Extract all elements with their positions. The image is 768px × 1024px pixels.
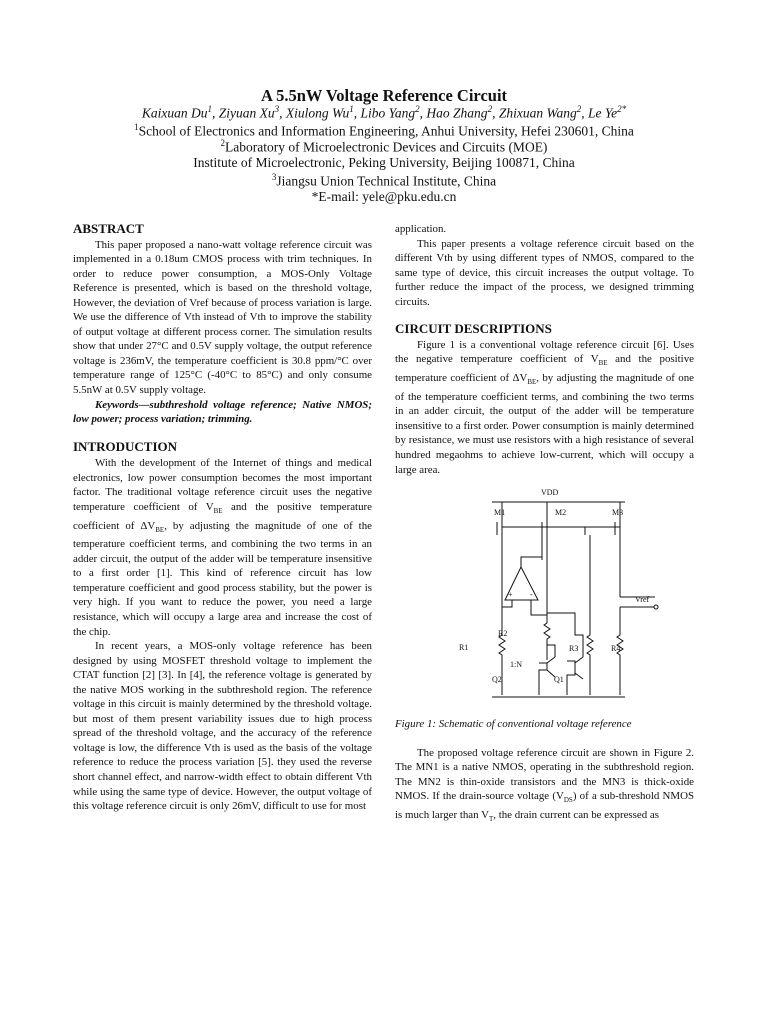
author-affiliation-mark: 1 (349, 104, 354, 114)
affiliation-mark: 1 (134, 122, 139, 132)
vref-label: Vref (635, 595, 650, 604)
vref-node (654, 605, 658, 609)
circuit-p1-sub1: BE (598, 359, 608, 368)
intro-paragraph-1 (73, 456, 372, 639)
q2-transistor (547, 657, 555, 677)
abstract-heading: ABSTRACT (73, 221, 144, 236)
r1-label: R1 (459, 643, 469, 652)
keywords (73, 398, 372, 427)
author-name: Hao Zhang (426, 105, 488, 121)
circuit-paragraph-2 (395, 746, 694, 827)
r3-label: R3 (569, 644, 579, 653)
circuit-p2-b: ) of a sub-threshold NMOS is much larger than V (395, 790, 694, 821)
intro-p1-sub2: BE (155, 525, 165, 534)
affiliation-text: Jiangsu Union Technical Institute, China (276, 173, 497, 189)
affiliation-text: Institute of Microelectronic, Peking University, Beijing 100871, China (193, 155, 575, 170)
intro-p1-b: and the positive temperature coefficient of ΔV (73, 500, 372, 532)
author-name: Libo Yang (360, 105, 416, 121)
q2-label: Q2 (492, 675, 502, 684)
intro-paragraph-3: This paper presents a voltage reference circuit based on the different Vth by using different types of NMOS, compared to the same type of device, this circuit increases the output voltage. To further reduce the impact of the process, we designed trimming circuits. (395, 237, 694, 308)
r2-label: R2 (498, 629, 508, 638)
circuit-p2-sub2: T (488, 815, 494, 824)
m3-label: M3 (612, 508, 624, 517)
q1-label: Q1 (554, 675, 564, 684)
author-name: Zhixuan Wang (498, 105, 577, 121)
vdd-label: VDD (541, 488, 559, 497)
m1-label: M1 (494, 508, 506, 517)
affiliation-line (0, 189, 768, 205)
opamp-plus: + (508, 590, 513, 599)
figure-1-caption: Figure 1: Schematic of conventional voltage reference (395, 718, 632, 731)
intro-p1-sub1: BE (213, 507, 223, 516)
author-name: Le Ye (587, 105, 618, 121)
circuit-paragraph-1 (395, 338, 694, 477)
author-affiliation-mark: 2 (487, 104, 493, 114)
affiliation-line (0, 155, 768, 171)
intro-paragraph-2-continued: application. (395, 223, 447, 235)
affiliation-line (0, 122, 768, 140)
affiliation-mark: 3 (271, 172, 277, 182)
ratio-label: 1:N (510, 660, 522, 669)
r4-label: R4 (611, 644, 621, 653)
m2-label: M2 (555, 508, 567, 517)
affiliation-mark: 2 (220, 138, 226, 148)
author-name: Xiulong Wu (285, 105, 350, 121)
r3-resistor (587, 535, 593, 695)
q1-transistor (575, 657, 583, 679)
affiliation-text: *E-mail: yele@pku.edu.cn (311, 189, 457, 204)
author-affiliation-mark: 3 (274, 104, 280, 114)
opamp-minus: - (530, 590, 533, 599)
intro-paragraph-2: In recent years, a MOS-only voltage reference has been designed by using MOSFET threshold voltage to implement the CTAT function [2] [3]. In [4], the reference voltage is generated by the native MOS working in the subthreshold region. The reference voltage in this circuit is mainly determined by the threshold voltage. but most of them present variability issues due to high process spread of the threshold voltage, and the accuracy of the reference voltage is low, the difference Vth is used as the basis of the voltage reference to reduce the process variation [5]. they used the reverse short channel effect, and narrow-width effect to obtain different Vth while using the same type of device. However, the output voltage of this voltage reference circuit is only 26mV, difficult to use for most (73, 640, 372, 813)
author-affiliation-mark: 2 (415, 104, 420, 114)
author-list: Kaixuan Du$^1$, Ziyuan Xu$^3$, Xiulong Wu$^1$, Libo Yang$^2$, Hao Zhang$^2$, Zhixuan Wang$^2$, Le $Ye^{2*}$ (141, 104, 627, 121)
keywords-label: Keywords— (95, 398, 150, 411)
circuit-heading: CIRCUIT DESCRIPTIONS (395, 321, 552, 337)
introduction-heading: INTRODUCTION (73, 438, 178, 454)
keywords-text: subthreshold voltage reference; Native NMOS; low power; process variation; trimming. (73, 398, 372, 426)
affiliation-text: School of Electronics and Information Engineering, Anhui University, Hefei 230601, China (138, 123, 634, 139)
circuit-p2-a: The proposed voltage reference circuit are shown in Figure 2. The MN1 is a native NMOS, operating in the subthreshold region. The MN2 is thin-oxide transistors and the MN3 is thick-oxide NMOS. If the drain-source voltage (V (395, 746, 694, 803)
circuit-p1-b: and the positive temperature coefficient of ΔV (395, 353, 694, 385)
affiliation-text: Laboratory of Microelectronic Devices and Circuits (MOE) (225, 139, 548, 155)
circuit-p1-c: , by adjusting the magnitude of one of the temperature coefficient terms, and combining the two terms in an adder circuit, the output of the adder will be temperature insensitive to a first order. Power consumption is mainly determined by resistance, we must use resistors with a high resistance of several hundred megaohms to achieve low-current, which will occupy a large area. (395, 372, 694, 476)
paper-title: A 5.5nW Voltage Reference Circuit (260, 86, 508, 105)
circuit-p1-sub2: BE (527, 378, 537, 387)
intro-p1-a: With the development of the Internet of things and medical electronics, low power consumption becomes the most important factor. The traditional voltage reference circuit uses the negative temperature coefficient of V (73, 457, 372, 513)
affiliation-line (0, 172, 768, 190)
intro-p1-c: , by adjusting the magnitude of one of the temperature coefficient terms, and combining the two terms in an adder circuit, the output of the adder will be temperature insensitive to a first order [1]. This kind of reference circuit has low temperature coefficient and good process stability, but the power is very high. If you want to reduce the power, you need a large resistance, which will occupy a large area and increase the cost of the chip. (73, 519, 372, 638)
circuit-p2-sub1: DS (563, 796, 573, 805)
author-affiliation-mark: 2* (617, 104, 627, 114)
author-name: Ziyuan Xu (218, 105, 275, 121)
circuit-p2-c: , the drain current can be expressed as (493, 809, 659, 821)
left-column (73, 222, 372, 814)
circuit-p1-a: Figure 1 is a conventional voltage reference circuit [6]. Uses the negative temperature coefficient of V (395, 338, 694, 366)
author-affiliation-mark: 2 (576, 104, 582, 114)
figure-1-schematic (445, 485, 670, 710)
abstract-text: This paper proposed a nano-watt voltage reference circuit was implemented in a 0.18um CMOS process with trim techniques. In order to reduce power consumption, a MOS-Only Voltage Reference is presented, which is based on the threshold voltage, However, the deviation of Vref because of process variation is large. We use the difference of Vth instead of Vth to improve the stability of output voltage at different process corner. The simulation results show that under 27°C and 0.5V supply voltage, the output reference voltage is 236mV, the temperature coefficient is 30.8 ppm/°C over temperature range of 125°C (-40°C to 85°C) and only consume 5.5nW at 0.5V supply voltage. (73, 238, 372, 397)
author-affiliation-mark: 1 (207, 104, 213, 114)
author-name: Kaixuan Du (141, 105, 208, 121)
affiliation-line (0, 138, 768, 156)
